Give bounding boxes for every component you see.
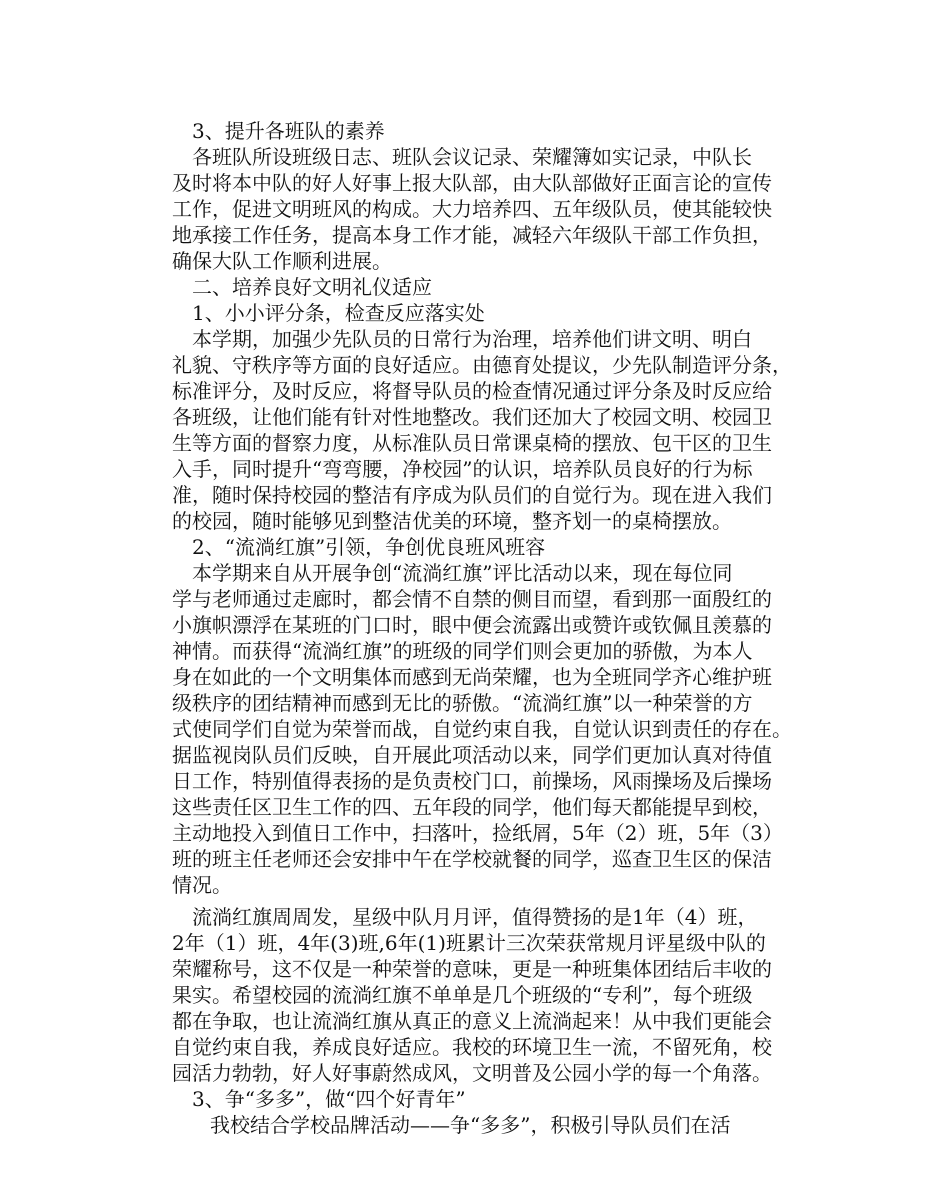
paragraph-line: 本学期来自从开展争创“流淌红旗”评比活动以来，现在每位同 (192, 561, 733, 585)
paragraph-line: 本学期，加强少先队员的日常行为治理，培养他们讲文明、明白 (192, 327, 752, 351)
paragraph-line: 日工作，特别值得表扬的是负责校门口，前操场，风雨操场及后操场 (172, 769, 772, 793)
paragraph-line: 神情。而获得“流淌红旗”的班级的同学们则会更加的骄傲，为本人 (172, 639, 753, 663)
paragraph-line: 生等方面的督察力度，从标准队员日常课桌椅的摆放、包干区的卫生 (172, 431, 772, 455)
paragraph-line: 式使同学们自觉为荣誉而战，自觉约束自我，自觉认识到责任的存在。 (172, 717, 792, 741)
paragraph-line: 我校结合学校品牌活动——争“多多”，积极引导队员们在活 (210, 1113, 731, 1137)
paragraph-line: 学与老师通过走廊时，都会情不自禁的侧目而望，看到那一面殷红的 (172, 587, 772, 611)
heading-part-2: 二、培养良好文明礼仪适应 (192, 275, 432, 299)
paragraph-line: 流淌红旗周周发，星级中队月月评，值得赞扬的是1年（4）班， (192, 905, 758, 929)
paragraph-line: 班的班主任老师还会安排中午在学校就餐的同学，巡查卫生区的保洁 (172, 847, 772, 871)
paragraph-line: 入手，同时提升“弯弯腰，净校园”的认识，培养队员良好的行为标 (172, 457, 753, 481)
paragraph-line: 情况。 (172, 873, 232, 897)
paragraph-line: 荣耀称号，这不仅是一种荣誉的意味，更是一种班集体团结后丰收的 (172, 957, 772, 981)
paragraph-line: 这些责任区卫生工作的四、五年段的同学，他们每天都能提早到校， (172, 795, 772, 819)
paragraph-line: 确保大队工作顺利进展。 (172, 249, 392, 273)
paragraph-line: 准，随时保持校园的整洁有序成为队员们的自觉行为。现在进入我们 (172, 483, 772, 507)
paragraph-line: 身在如此的一个文明集体而感到无尚荣耀，也为全班同学齐心维护班 (172, 665, 772, 689)
paragraph-line: 都在争取，也让流淌红旗从真正的意义上流淌起来！从中我们更能会 (172, 1009, 772, 1033)
paragraph-line: 地承接工作任务，提高本身工作才能，减轻六年级队干部工作负担， (172, 223, 772, 247)
paragraph-line: 及时将本中队的好人好事上报大队部，由大队部做好正面言论的宣传 (172, 171, 772, 195)
paragraph-line: 各班队所设班级日志、班队会议记录、荣耀簿如实记录，中队长 (192, 145, 752, 169)
paragraph-line: 园活力勃勃，好人好事蔚然成风，文明普及公园小学的每一个角落。 (172, 1061, 772, 1085)
paragraph-line: 主动地投入到值日工作中，扫落叶，捡纸屑，5年（2）班，5年（3） (172, 821, 783, 845)
paragraph-line: 自觉约束自我，养成良好适应。我校的环境卫生一流，不留死角，校 (172, 1035, 772, 1059)
paragraph-line: 小旗帜漂浮在某班的门口时，眼中便会流露出或赞许或钦佩且羡慕的 (172, 613, 772, 637)
paragraph-line: 的校园，随时能够见到整洁优美的环境，整齐划一的桌椅摆放。 (172, 509, 732, 533)
paragraph-line: 工作，促进文明班风的构成。大力培养四、五年级队员，使其能较快 (172, 197, 772, 221)
paragraph-line: 果实。希望校园的流淌红旗不单单是几个班级的“专利”，每个班级 (172, 983, 753, 1007)
heading-section-3: 3、提升各班队的素养 (192, 119, 385, 143)
paragraph-line: 标准评分，及时反应，将督导队员的检查情况通过评分条及时反应给 (172, 379, 772, 403)
paragraph-line: 级秩序的团结精神而感到无比的骄傲。“流淌红旗”以一种荣誉的方 (172, 691, 753, 715)
document-page (172, 118, 822, 1138)
paragraph-line: 各班级，让他们能有针对性地整改。我们还加大了校园文明、校园卫 (172, 405, 772, 429)
paragraph-line: 2年（1）班，4年(3)班,6年(1)班累计三次荣获常规月评星级中队的 (172, 931, 766, 955)
paragraph-line: 礼貌、守秩序等方面的良好适应。由德育处提议，少先队制造评分条， (172, 353, 792, 377)
heading-subsection-1: 1、小小评分条，检查反应落实处 (192, 301, 485, 325)
heading-subsection-3: 3、争“多多”，做“四个好青年” (192, 1087, 466, 1111)
heading-subsection-2: 2、“流淌红旗”引领，争创优良班风班容 (192, 535, 546, 559)
paragraph-line: 据监视岗队员们反映，自开展此项活动以来，同学们更加认真对待值 (172, 743, 772, 767)
